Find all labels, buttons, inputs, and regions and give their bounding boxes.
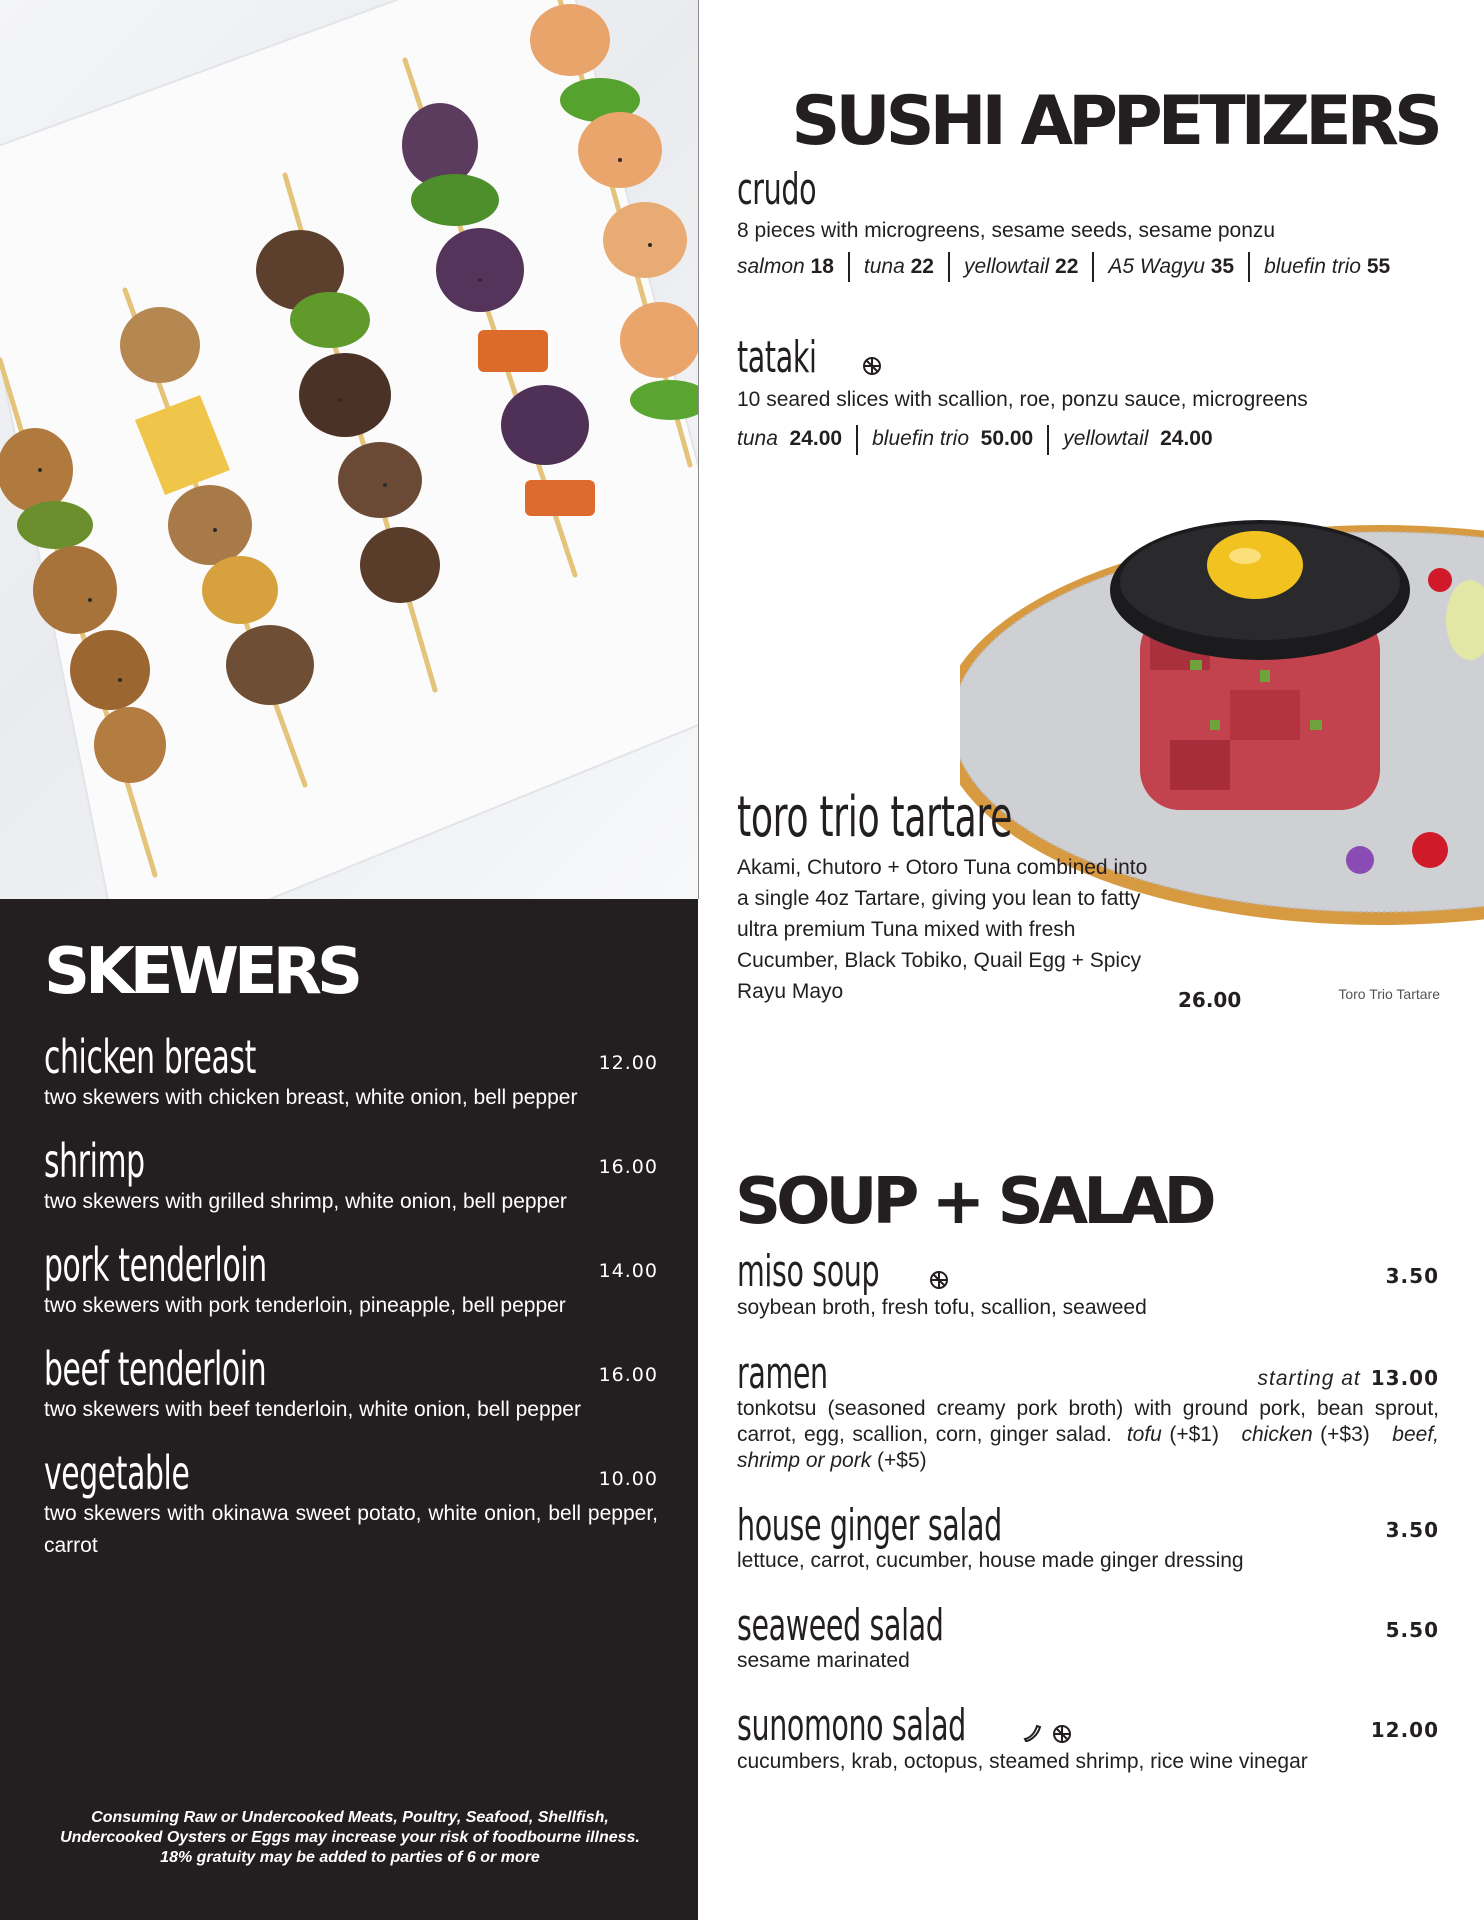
divider xyxy=(1092,252,1094,282)
menu-item-beef-tenderloin xyxy=(44,1342,658,1426)
price-option: bluefin trio 55 xyxy=(1264,254,1391,278)
item-description: sesame marinated xyxy=(737,1649,910,1672)
gluten-free-icon xyxy=(1051,1723,1073,1749)
price-option: yellowtail 24.00 xyxy=(1063,427,1213,451)
starting-at-label: starting at xyxy=(1257,1367,1361,1390)
spicy-icon xyxy=(1022,1723,1044,1749)
item-price: 14.00 xyxy=(598,1260,658,1282)
gluten-free-icon xyxy=(861,355,883,381)
menu-item-toro-trio-tartare xyxy=(737,785,1157,1007)
item-price: 16.00 xyxy=(598,1364,658,1386)
divider xyxy=(848,252,850,282)
item-price: 3.50 xyxy=(1385,1518,1439,1542)
price-option: A5 Wagyu 35 xyxy=(1108,254,1235,278)
item-name: crudo xyxy=(737,164,817,215)
item-description: tonkotsu (seasoned creamy pork broth) with ground pork, bean sprout, carrot, egg, scallion, corn, ginger salad. tofu (+$1) chicken (+$3) beef, shrimp or pork (+$5) xyxy=(737,1397,1439,1472)
item-name: sunomono salad xyxy=(737,1700,966,1751)
item-name: beef tenderloin xyxy=(44,1342,267,1396)
item-price: 5.50 xyxy=(1385,1618,1439,1642)
gluten-free-icon xyxy=(928,1269,950,1295)
divider xyxy=(948,252,950,282)
item-name: house ginger salad xyxy=(737,1500,1002,1551)
menu-item-ramen xyxy=(737,1348,1439,1474)
menu-item-pork-tenderloin xyxy=(44,1238,658,1322)
item-price: 3.50 xyxy=(1385,1264,1439,1288)
price-option: bluefin trio 50.00 xyxy=(872,427,1034,451)
item-description: soybean broth, fresh tofu, scallion, seaweed xyxy=(737,1295,1147,1319)
skewers-photo xyxy=(0,0,698,899)
menu-item-vegetable xyxy=(44,1446,658,1562)
item-description: two skewers with grilled shrimp, white onion, bell pepper xyxy=(44,1190,567,1213)
item-name: vegetable xyxy=(44,1446,190,1500)
item-price: starting at 13.00 xyxy=(1257,1366,1439,1390)
item-name: miso soup xyxy=(737,1246,880,1297)
item-price: 12.00 xyxy=(1370,1718,1439,1742)
item-description: two skewers with okinawa sweet potato, white onion, bell pepper, carrot xyxy=(44,1502,658,1557)
item-description: two skewers with chicken breast, white onion, bell pepper xyxy=(44,1086,578,1109)
price-option: yellowtail 22 xyxy=(963,254,1079,278)
sushi-appetizers-title: SUSHI APPETIZERS xyxy=(791,82,1438,161)
item-name: seaweed salad xyxy=(737,1600,944,1651)
photo-caption: Toro Trio Tartare xyxy=(1338,986,1440,1002)
item-price: 16.00 xyxy=(598,1156,658,1178)
item-description: lettuce, carrot, cucumber, house made ginger dressing xyxy=(737,1549,1244,1572)
price-option: salmon 18 xyxy=(737,254,834,278)
item-name: toro trio tartare xyxy=(737,785,1013,850)
item-price: 26.00 xyxy=(1178,988,1242,1012)
item-name: ramen xyxy=(737,1348,828,1399)
menu-item-miso-soup xyxy=(737,1246,1439,1321)
column-divider xyxy=(698,0,699,899)
item-name: shrimp xyxy=(44,1134,145,1188)
menu-item-house-ginger-salad xyxy=(737,1500,1439,1574)
item-description: cucumbers, krab, octopus, steamed shrimp, rice wine vinegar xyxy=(737,1749,1308,1773)
menu-item-crudo xyxy=(737,164,1439,282)
menu-item-shrimp xyxy=(44,1134,658,1218)
divider xyxy=(1248,252,1250,282)
item-price: 12.00 xyxy=(598,1052,658,1074)
price-options xyxy=(737,425,1439,455)
price-option: tuna 24.00 xyxy=(737,427,843,451)
price-option: tuna 22 xyxy=(863,254,934,278)
menu-item-seaweed-salad xyxy=(737,1600,1439,1674)
item-description: two skewers with pork tenderloin, pineapple, bell pepper xyxy=(44,1294,566,1317)
soup-salad-title: SOUP + SALAD xyxy=(735,1165,1212,1239)
menu-item-sunomono-salad xyxy=(737,1700,1439,1775)
item-name: pork tenderloin xyxy=(44,1238,267,1292)
menu-item-chicken-breast xyxy=(44,1030,658,1114)
price-options xyxy=(737,252,1439,282)
item-description: two skewers with beef tenderloin, white onion, bell pepper xyxy=(44,1398,581,1421)
item-description: 10 seared slices with scallion, roe, ponzu sauce, microgreens xyxy=(737,387,1308,411)
item-description: 8 pieces with microgreens, sesame seeds, sesame ponzu xyxy=(737,219,1276,242)
item-name: tataki xyxy=(737,332,817,383)
item-description: Akami, Chutoro + Otoro Tuna combined into a single 4oz Tartare, giving you lean to fatty ultra premium Tuna mixed with fresh Cucumber, Black Tobiko, Quail Egg + Spicy Rayu Mayo xyxy=(737,856,1148,1003)
food-safety-disclaimer: Consuming Raw or Undercooked Meats, Poultry, Seafood, Shellfish, Undercooked Oysters or Eggs may increase your risk of foodbourne illness. 18% gratuity may be added to parties of 6 or more xyxy=(60,1809,640,1866)
divider xyxy=(856,425,858,455)
item-name: chicken breast xyxy=(44,1030,256,1084)
divider xyxy=(1047,425,1049,455)
skewers-title: SKEWERS xyxy=(44,935,359,1009)
item-price: 10.00 xyxy=(598,1468,658,1490)
menu-item-tataki xyxy=(737,332,1439,455)
